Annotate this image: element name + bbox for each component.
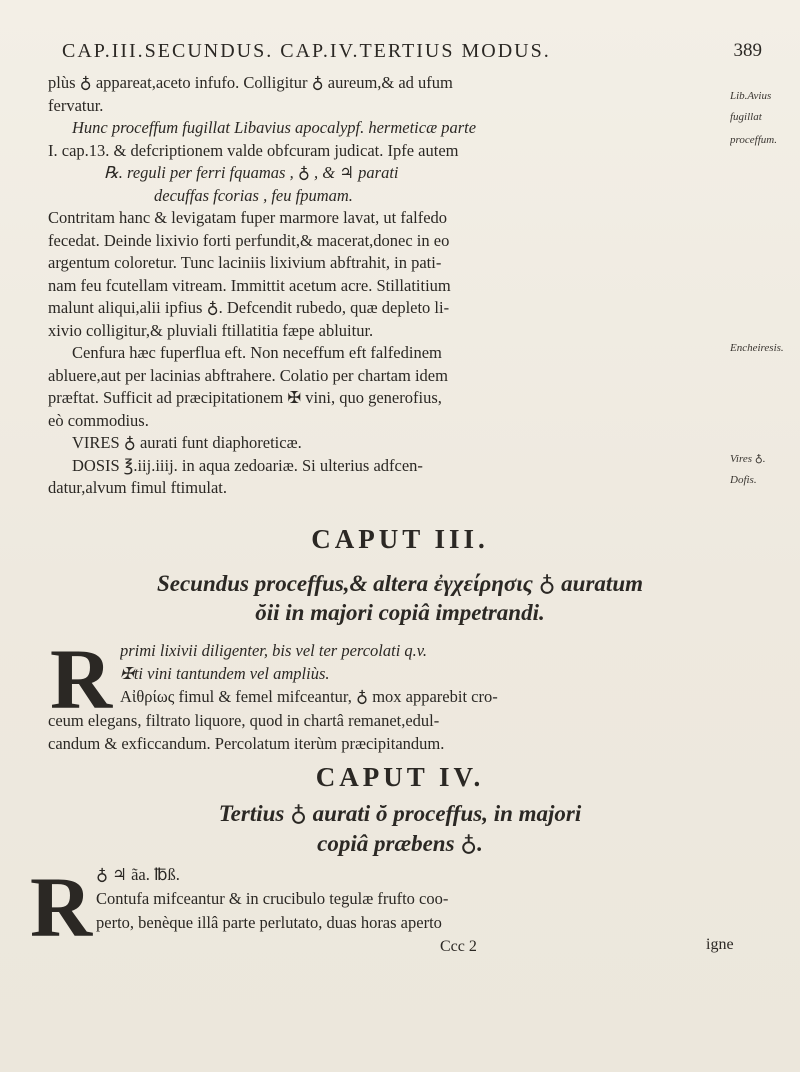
- text-line: Cenfura hæc fuperflua eft. Non neceffum eft falfedinem: [72, 343, 442, 362]
- text-line: Contufa mifceantur & in crucibulo tegulæ frufto coo-: [96, 889, 449, 908]
- recipe-line: ℞. reguli per ferri fquamas , ♁ , & ♃ parati: [104, 163, 399, 182]
- text-line: perto, benèque illâ parte perlutato, duas horas aperto: [96, 913, 442, 932]
- text-line: Αἰθρίως fimul & femel mifceantur, ♁ mox apparebit cro-: [120, 687, 498, 706]
- text-line: nam feu fcutellam vitream. Immittit acetum acre. Stillatitium: [48, 275, 451, 295]
- text-line: abluere,aut per lacinias abftrahere. Colatio per chartam idem: [48, 365, 448, 385]
- text-line: xivio colligitur,& pluviali ftillatitia fæpe abluitur.: [48, 320, 374, 340]
- text-line: fervatur.: [48, 95, 104, 115]
- text-line: Hunc proceffum fugillat Libavius apocalypf. hermeticæ parte: [72, 118, 477, 137]
- text-line: plùs ♁ appareat,aceto infufo. Colligitur ♁ aureum,& ad ufum: [48, 73, 453, 92]
- margin-note-libavius: Lib.Avius: [730, 90, 772, 102]
- text-line: fecedat. Deinde lixivio forti perfundit,& macerat,donec in eo: [48, 230, 450, 250]
- chapter-heading-3: CAPUT III.: [311, 524, 489, 554]
- recipe-line: ♁ ♃ ãa. ℔ß.: [96, 865, 180, 884]
- page-number: 389: [733, 40, 762, 61]
- text-line: eò commodius.: [48, 410, 149, 430]
- margin-note-dosis: Dofis.: [730, 474, 757, 486]
- chapter-heading-4: CAPUT IV.: [315, 762, 485, 792]
- margin-note-enchiresis: Encheiresis.: [730, 342, 784, 354]
- margin-note-processum: proceffum.: [730, 134, 777, 146]
- running-head: [62, 40, 762, 63]
- text-line: I. cap.13. & defcriptionem valde obfcuram judicat. Ipfe autem: [48, 140, 459, 160]
- catchword: igne: [706, 936, 734, 953]
- margin-note-fugillat: fugillat: [730, 111, 762, 123]
- text-line: malunt aliqui,alii ipfius ♁. Defcendit rubedo, quæ depleto li-: [48, 298, 450, 317]
- text-line: candum & exficcandum. Percolatum iterùm præcipitandum.: [48, 734, 445, 753]
- text-line: præftat. Sufficit ad præcipitationem ✠ vini, quo generofius,: [48, 388, 442, 407]
- recipe-line: decuffas fcorias , feu fpumam.: [154, 185, 353, 205]
- signature-mark: Ccc 2: [440, 938, 477, 955]
- text-line: argentum coloretur. Tunc laciniis lixivium abftrahit, in pati-: [48, 253, 442, 272]
- chapter-subtitle-4b: copiâ præbens ♁.: [317, 831, 483, 856]
- drop-cap: R: [50, 631, 113, 727]
- margin-note-vires: Vires ♁.: [730, 453, 766, 465]
- recipe-line: ✠ti vini tantundem vel ampliùs.: [120, 664, 330, 683]
- text-line: datur,alvum fimul ftimulat.: [48, 478, 227, 497]
- chapter-subtitle-3b: ŏii in majori copiâ impetrandi.: [255, 600, 545, 625]
- text-line: ceum elegans, filtrato liquore, quod in chartâ remanet,edul-: [48, 711, 440, 730]
- vires-line: VIRES ♁ aurati funt diaphoreticæ.: [72, 433, 302, 452]
- text-line: Contritam hanc & levigatam fuper marmore lavat, ut falfedo: [48, 208, 448, 227]
- chapter-subtitle-3a: Secundus proceffus,& altera ἐγχείρησις ♁ auratum: [156, 571, 644, 596]
- dosis-line: DOSIS ℥.iij.iiij. in aqua zedoariæ. Si ulterius adfcen-: [72, 455, 423, 475]
- drop-cap: R: [30, 859, 93, 955]
- recipe-line: primi lixivii diligenter, bis vel ter percolati q.v.: [120, 641, 428, 660]
- running-head-text: CAP.III.SECUNDUS. CAP.IV.TERTIUS MODUS.: [62, 40, 551, 62]
- section-text-block: [48, 72, 748, 500]
- chapter-subtitle-4a: Tertius ♁ aurati ŏ proceffus, in majori: [218, 801, 582, 826]
